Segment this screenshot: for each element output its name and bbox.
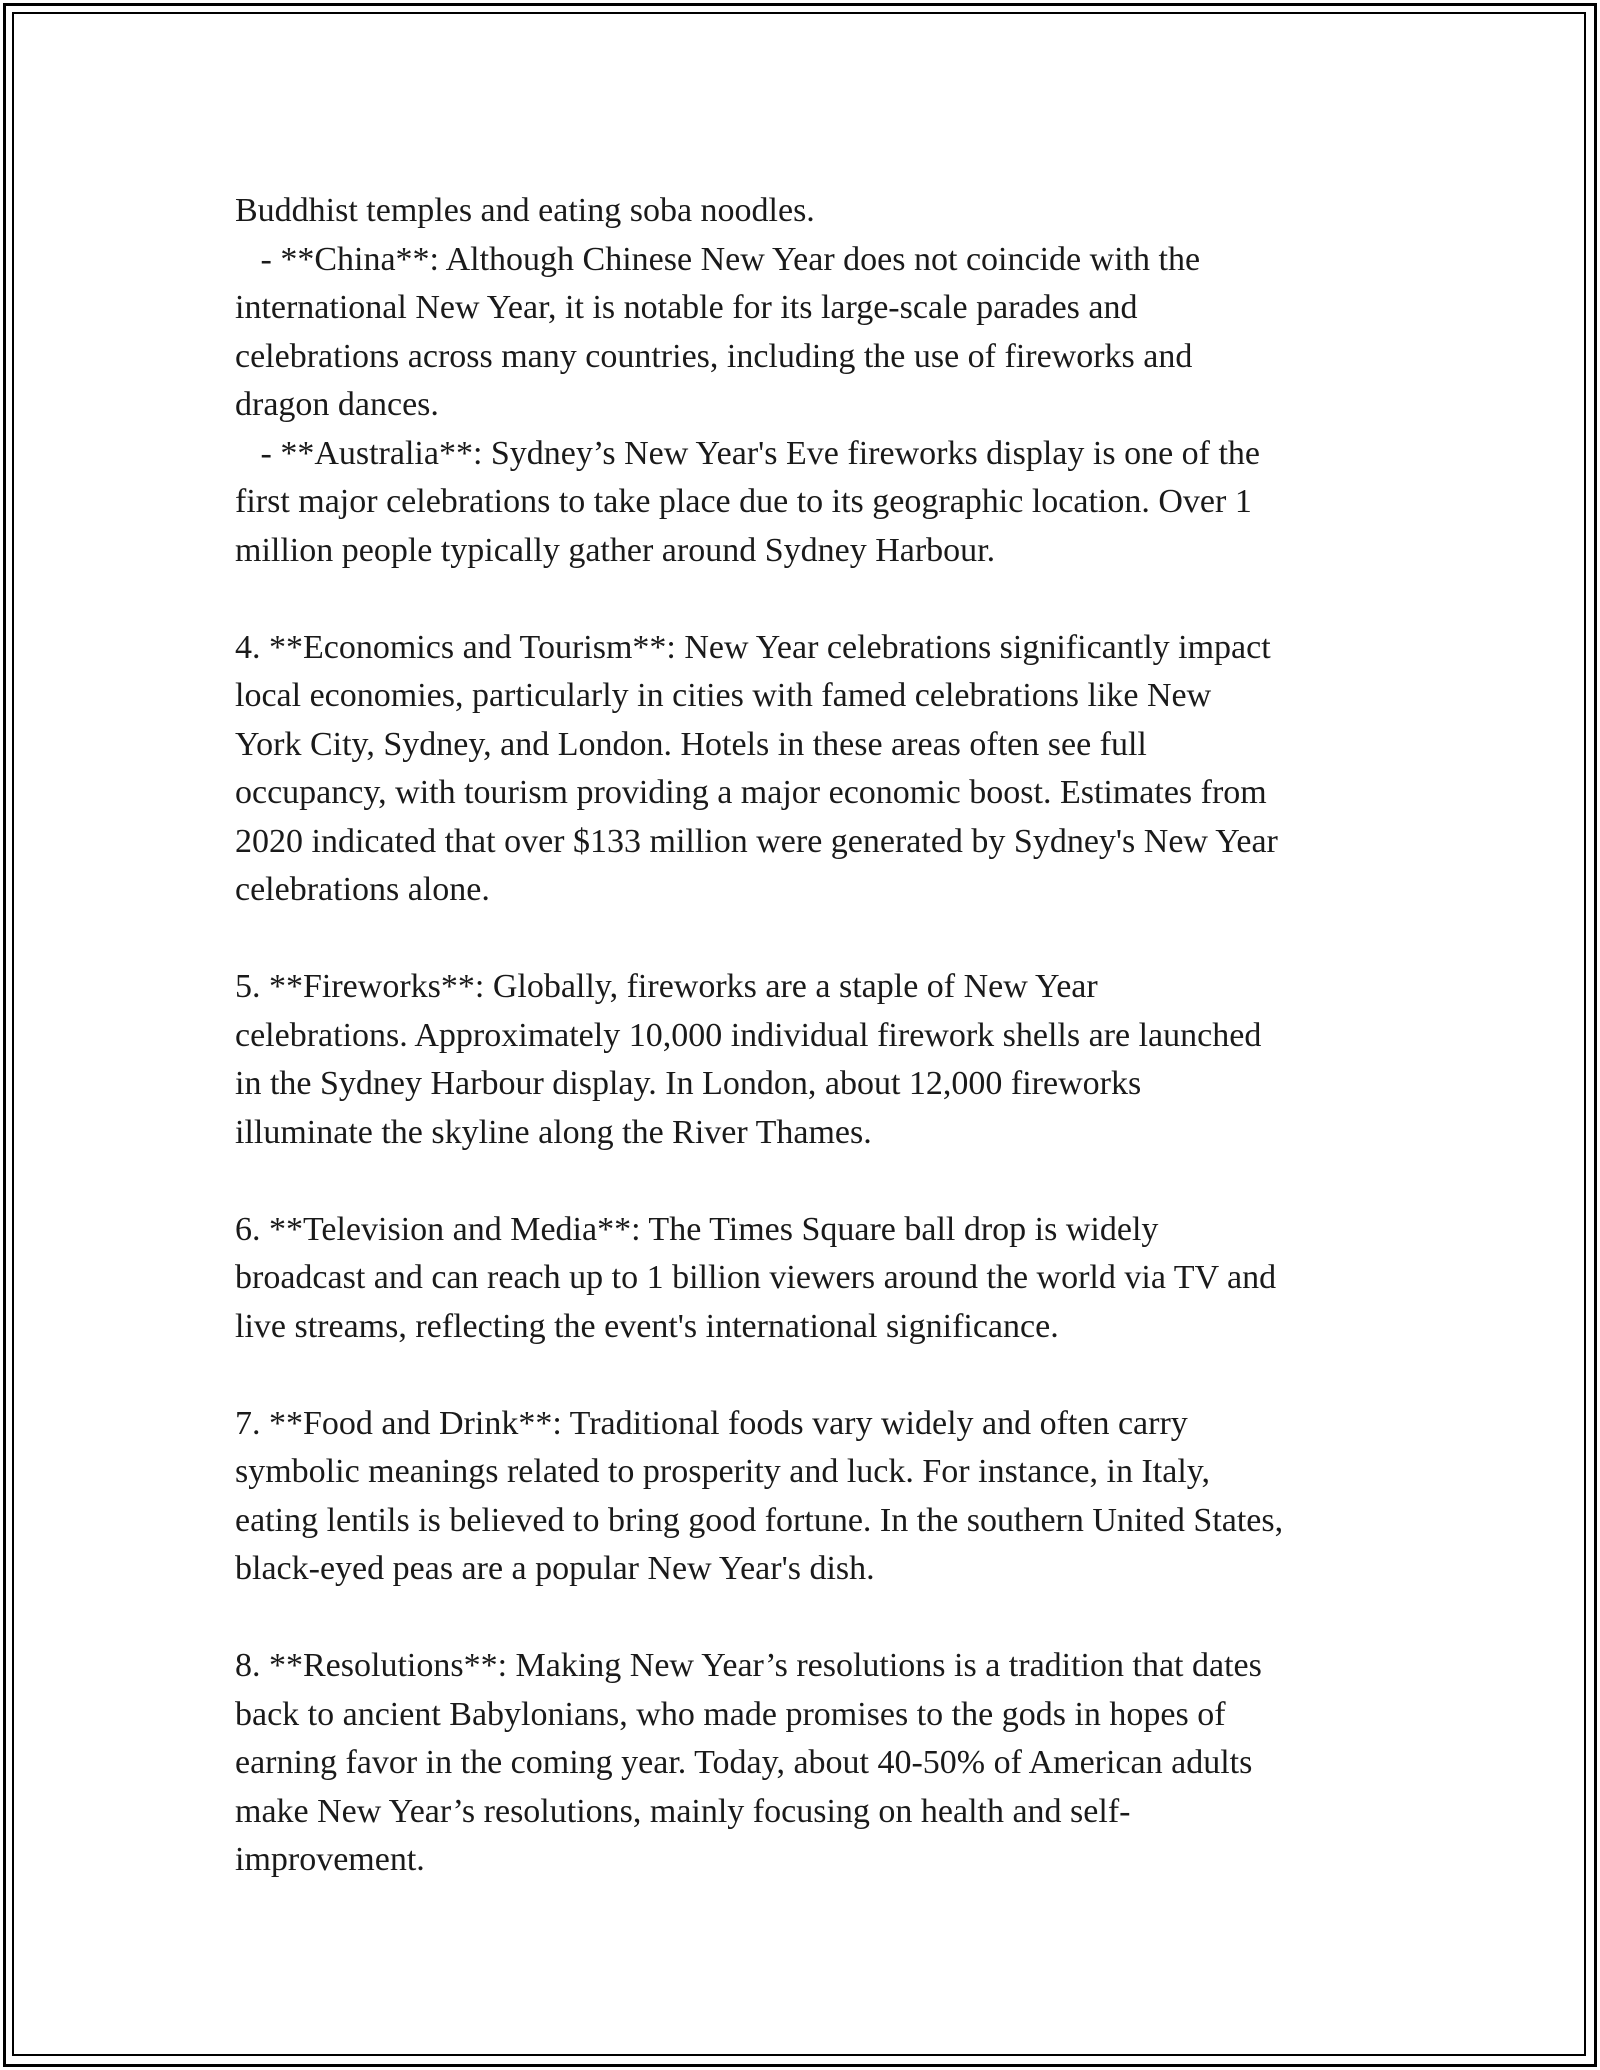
text-line: 2020 indicated that over $133 million were generated by Sydney's New Year xyxy=(235,822,1278,860)
paragraph-gap xyxy=(235,1351,1375,1400)
text-line: million people typically gather around Sydney Harbour. xyxy=(235,531,996,569)
text-line: - **Australia**: Sydney’s New Year's Eve fireworks display is one of the xyxy=(235,434,1261,472)
text-line: broadcast and can reach up to 1 billion viewers around the world via TV and xyxy=(235,1259,1277,1296)
document-body xyxy=(235,187,1375,1885)
text-line: back to ancient Babylonians, who made promises to the gods in hopes of xyxy=(235,1695,1226,1733)
text-line: dragon dances. xyxy=(235,386,439,423)
text-line: 7. **Food and Drink**: Traditional foods vary widely and often carry xyxy=(235,1404,1188,1442)
text-line: 8. **Resolutions**: Making New Year’s resolutions is a tradition that dates xyxy=(235,1647,1262,1684)
paragraph-food-drink xyxy=(235,1400,1375,1594)
text-line: celebrations alone. xyxy=(235,871,490,908)
paragraph-gap xyxy=(235,1594,1375,1643)
text-line: occupancy, with tourism providing a major economic boost. Estimates from xyxy=(235,774,1267,811)
paragraph-gap xyxy=(235,575,1375,624)
text-line: celebrations across many countries, including the use of fireworks and xyxy=(235,337,1193,375)
text-line: 5. **Fireworks**: Globally, fireworks are a staple of New Year xyxy=(235,968,1098,1005)
paragraph-gap xyxy=(235,1157,1375,1206)
text-line: 4. **Economics and Tourism**: New Year celebrations significantly impact xyxy=(235,628,1271,666)
text-line: - **China**: Although Chinese New Year does not coincide with the xyxy=(235,240,1201,278)
text-line: 6. **Television and Media**: The Times Square ball drop is widely xyxy=(235,1210,1159,1248)
paragraph-fireworks xyxy=(235,963,1375,1157)
text-line: Buddhist temples and eating soba noodles. xyxy=(235,192,815,229)
text-line: black-eyed peas are a popular New Year's dish. xyxy=(235,1550,875,1587)
text-line: local economies, particularly in cities with famed celebrations like New xyxy=(235,677,1212,714)
text-line: live streams, reflecting the event's international significance. xyxy=(235,1307,1059,1345)
text-line: international New Year, it is notable for its large-scale parades and xyxy=(235,289,1138,326)
paragraph-television-media xyxy=(235,1206,1375,1352)
text-line: celebrations. Approximately 10,000 individual firework shells are launched xyxy=(235,1016,1262,1054)
text-line: make New Year’s resolutions, mainly focusing on health and self- xyxy=(235,1792,1131,1830)
paragraph-japan-china-australia xyxy=(235,187,1375,575)
text-line: York City, Sydney, and London. Hotels in these areas often see full xyxy=(235,725,1147,763)
text-line: in the Sydney Harbour display. In London, about 12,000 fireworks xyxy=(235,1065,1142,1102)
paragraph-resolutions xyxy=(235,1642,1375,1885)
text-line: improvement. xyxy=(235,1841,425,1878)
text-line: first major celebrations to take place due to its geographic location. Over 1 xyxy=(235,483,1252,520)
paragraph-economics-tourism xyxy=(235,624,1375,915)
text-line: earning favor in the coming year. Today, about 40-50% of American adults xyxy=(235,1744,1253,1781)
text-line: eating lentils is believed to bring good fortune. In the southern United States, xyxy=(235,1501,1284,1539)
paragraph-gap xyxy=(235,915,1375,964)
text-line: illuminate the skyline along the River Thames. xyxy=(235,1113,872,1151)
text-line: symbolic meanings related to prosperity and luck. For instance, in Italy, xyxy=(235,1453,1211,1490)
